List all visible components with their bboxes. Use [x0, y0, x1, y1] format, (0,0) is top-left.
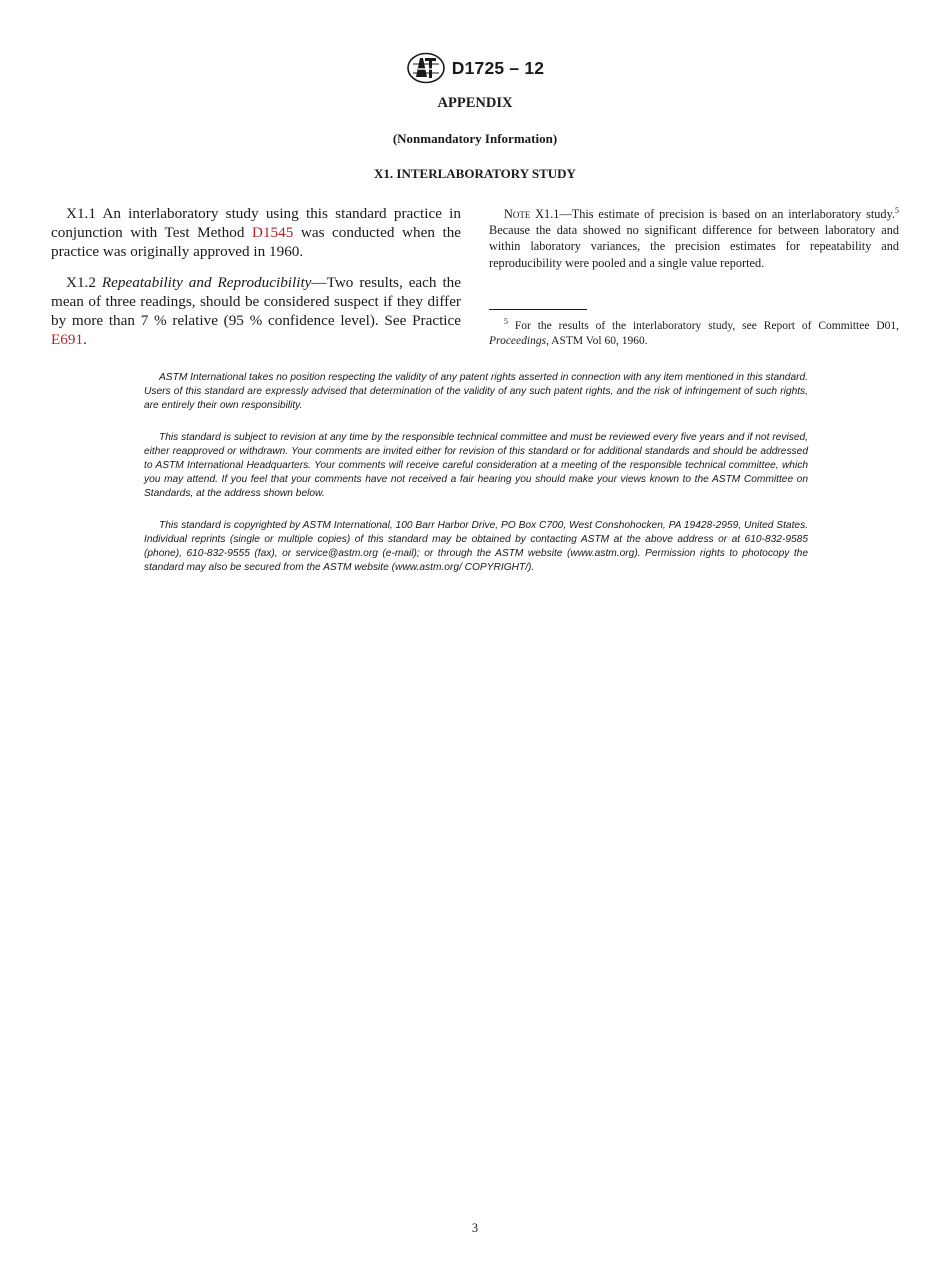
practice-e691-link[interactable]: E691 [51, 331, 84, 348]
legal-notices [144, 371, 808, 594]
patent-notice: ASTM International takes no position respecting the validity of any patent rights asserted in connection with any item mentioned in this standard. Users of this standard are expressly advised that determination of the validity of any such patent rights, and the risk of infringement of such rights, are entirely their own responsibility. [144, 372, 808, 411]
footnote-5 [489, 319, 899, 349]
paragraph-x1-1 [51, 204, 461, 261]
paragraph-x1-2 [51, 273, 461, 349]
footnote-divider [489, 309, 587, 310]
paragraph-italic-title: Repeatability and Reproducibility [101, 274, 312, 291]
paragraph-text: —Two results, each the mean of three readings, should be considered suspect if they differ by more than 7 % relative (95 % confidence level). See Practice [51, 274, 461, 329]
paragraph-text: . [83, 331, 87, 348]
test-method-d1545-link[interactable]: D1545 [251, 224, 294, 241]
paragraph-number: X1.2 [66, 274, 96, 291]
revision-notice: This standard is subject to revision at any time by the responsible technical committee and must be reviewed every five years and if not revised, either reapproved or withdrawn. Your comments are invited either for revision of this standard or for additional standards and should be addressed to ASTM International Headquarters. Your comments will receive careful consideration at a meeting of the responsible technical committee, which you may attend. If you feel that your comments have not received a fair hearing you should make your views known to the ASTM Committee on Standards, at the address shown below. [144, 432, 808, 499]
note-label: Note [504, 207, 531, 221]
standard-designation: D1725 – 12 [451, 57, 545, 78]
left-column [51, 204, 461, 361]
header-row [406, 52, 545, 84]
note-number: X1.1 [535, 207, 560, 221]
footnote-reference[interactable]: 5 [895, 206, 899, 215]
footnote-text: For the results of the interlaboratory study, see Report of Committee D01, [508, 320, 899, 332]
paragraph-number: X1.1 [66, 205, 96, 222]
astm-logo-icon [406, 52, 446, 84]
document-header [0, 52, 950, 89]
footnote-italic: Proceedings [489, 335, 547, 347]
note-text: —This estimate of precision is based on an interlaboratory study. [559, 207, 895, 221]
footnote-marker: 5 [504, 317, 508, 326]
paragraph-text: was conducted when the practice was originally approved in 1960. [51, 224, 462, 260]
page-number: 3 [471, 1221, 479, 1235]
note-text: Because the data showed no significant difference for between laboratory and within laboratory variances, the precision estimates for repeatability and reproducibility were pooled and a single value reported. [489, 223, 899, 270]
paragraph-text: An interlaboratory study using this standard practice in conjunction with Test Method [51, 205, 461, 241]
note-x1-1 [489, 206, 899, 271]
appendix-subtitle: (Nonmandatory Information) [392, 131, 558, 146]
copyright-notice: This standard is copyrighted by ASTM International, 100 Barr Harbor Drive, PO Box C700, West Conshohocken, PA 19428-2959, United States. Individual reprints (single or multiple copies) of this standard may be obtained by contacting ASTM at the above address or at 610-832-9585 (phone), 610-832-9555 (fax), or service@astm.org (e-mail); or through the ASTM website (www.astm.org). Permission rights to photocopy the standard may also be secured from the ASTM website (www.astm.org/ COPYRIGHT/). [144, 520, 808, 573]
appendix-title: APPENDIX [437, 95, 513, 111]
section-heading: X1. INTERLABORATORY STUDY [374, 166, 576, 181]
right-column [489, 206, 899, 271]
footnote-text: , ASTM Vol 60, 1960. [546, 335, 648, 347]
